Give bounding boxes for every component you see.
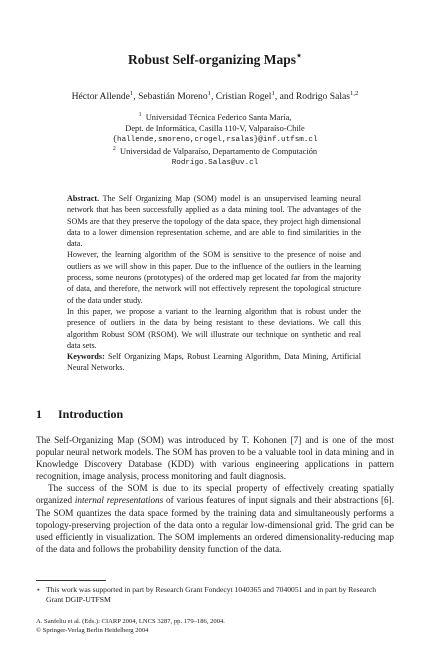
affiliation-text: Universidad Técnica Federico Santa María, [145, 113, 292, 122]
affiliation-1-line-2: Dept. de Informática, Casilla 110-V, Valparaíso-Chile [125, 124, 305, 133]
keywords [67, 351, 361, 374]
author-affil-mark: 1 [271, 89, 275, 97]
affiliation-1-line-1 [0, 113, 430, 122]
citation-line: A. Sanfeliu et al. (Eds.): CIARP 2004, LNCS 3287, pp. 179–186, 2004. [36, 618, 225, 625]
abstract [67, 193, 361, 374]
affiliation-1-email: {hallende,smoreno,crogel,rsalas}@inf.utfsm.cl [112, 136, 318, 144]
keywords-label: Keywords: [67, 352, 105, 362]
author-name: Sebastián Moreno [138, 91, 208, 102]
copyright-line: © Springer-Verlag Berlin Heidelberg 2004 [36, 627, 149, 634]
author-affil-mark: 1,2 [350, 89, 359, 97]
author-separator: , [210, 91, 216, 102]
abstract-label: Abstract. [67, 194, 100, 203]
body-text-run: of various features of input signals and their abstractions [6]. The SOM quantizes the data space formed by the training data and simultaneously performs a topology-preserving projection of the data onto a regular low-dimensional grid. The grid can be used efficiently in visualization. The SOM implements an ordered dimensionality-reducing map of the data and follows the probability density function of the data. [36, 495, 394, 554]
affiliation-2-email: Rodrigo.Salas@uv.cl [171, 159, 259, 167]
author-separator: , and [274, 91, 296, 102]
footnote-rule [36, 580, 106, 581]
abstract-paragraph: In this paper, we propose a variant to the learning algorithm that is robust under the presence of outliers in the data by being resistant to these deviations. We call this algorithm Robust SOM (RSOM). We will illustrate our technique on synthetic and real data sets. [67, 306, 361, 350]
section-number: 1 [36, 407, 42, 421]
abstract-paragraph [67, 193, 361, 249]
author-name: Héctor Allende [71, 91, 130, 102]
body-text [36, 434, 394, 555]
affiliation-mark: 2 [112, 146, 116, 153]
title-text: Robust Self-organizing Maps [128, 52, 297, 67]
author-affil-mark: 1 [129, 89, 134, 97]
keywords-text: Self Organizing Maps, Robust Learning Algorithm, Data Mining, Artificial Neural Networks. [67, 352, 361, 373]
author-name: Rodrigo Salas [295, 91, 351, 102]
abstract-paragraph: However, the learning algorithm of the SOM is sensitive to the presence of noise and outliers as we will show in this paper. Due to the influence of the outliers in the learning process, some neurons (prototypes) of the ordered map get located far from the majority of data, and therefore, the network will not effectively represent the topological structure of the data under study. [67, 250, 361, 305]
author-list [0, 91, 430, 102]
section-heading [36, 407, 123, 422]
body-paragraph: The Self-Organizing Map (SOM) was introduced by T. Kohonen [7] and is one of the most popular neural network models. The SOM has proven to be a valuable tool in data mining and in Knowledge Discovery Database (KDD) with various engineering applications in pattern recognition, image analysis, process monitoring and fault diagnosis. [36, 435, 394, 482]
affiliation-mark: 1 [138, 112, 142, 119]
body-paragraph [36, 482, 394, 555]
author-name: Cristian Rogel [215, 91, 272, 102]
affiliation-2-line-1 [0, 147, 430, 156]
author-separator: , [133, 91, 139, 102]
publication-info [36, 617, 225, 635]
title-footnote-mark: ⋆ [296, 51, 302, 62]
footnote-text: This work was supported in part by Research Grant Fondecyt 1040365 and 7040051 and in part by Research Grant DGIP-UTFSM [46, 585, 377, 604]
author-affil-mark: 1 [207, 89, 211, 97]
affiliation-text: Universidad de Valparaíso, Departamento de Computación [120, 147, 318, 156]
section-title: Introduction [58, 407, 124, 421]
abstract-text: The Self Organizing Map (SOM) model is an unsupervised learning neural network that has been successfully applied as a data mining tool. The advantages of the SOMs are that they preserve the topology of the data space, they project high dimensional data to a lower dimension representation scheme, and are able to find similarities in the data. [67, 194, 361, 249]
body-text-run: The success of the SOM is due to its special property of effectively creating spatially organized [36, 483, 394, 506]
emphasis: internal representations [74, 495, 164, 506]
paper-title [0, 52, 430, 68]
footnote [36, 585, 394, 605]
footnote-mark: ⋆ [36, 585, 41, 594]
